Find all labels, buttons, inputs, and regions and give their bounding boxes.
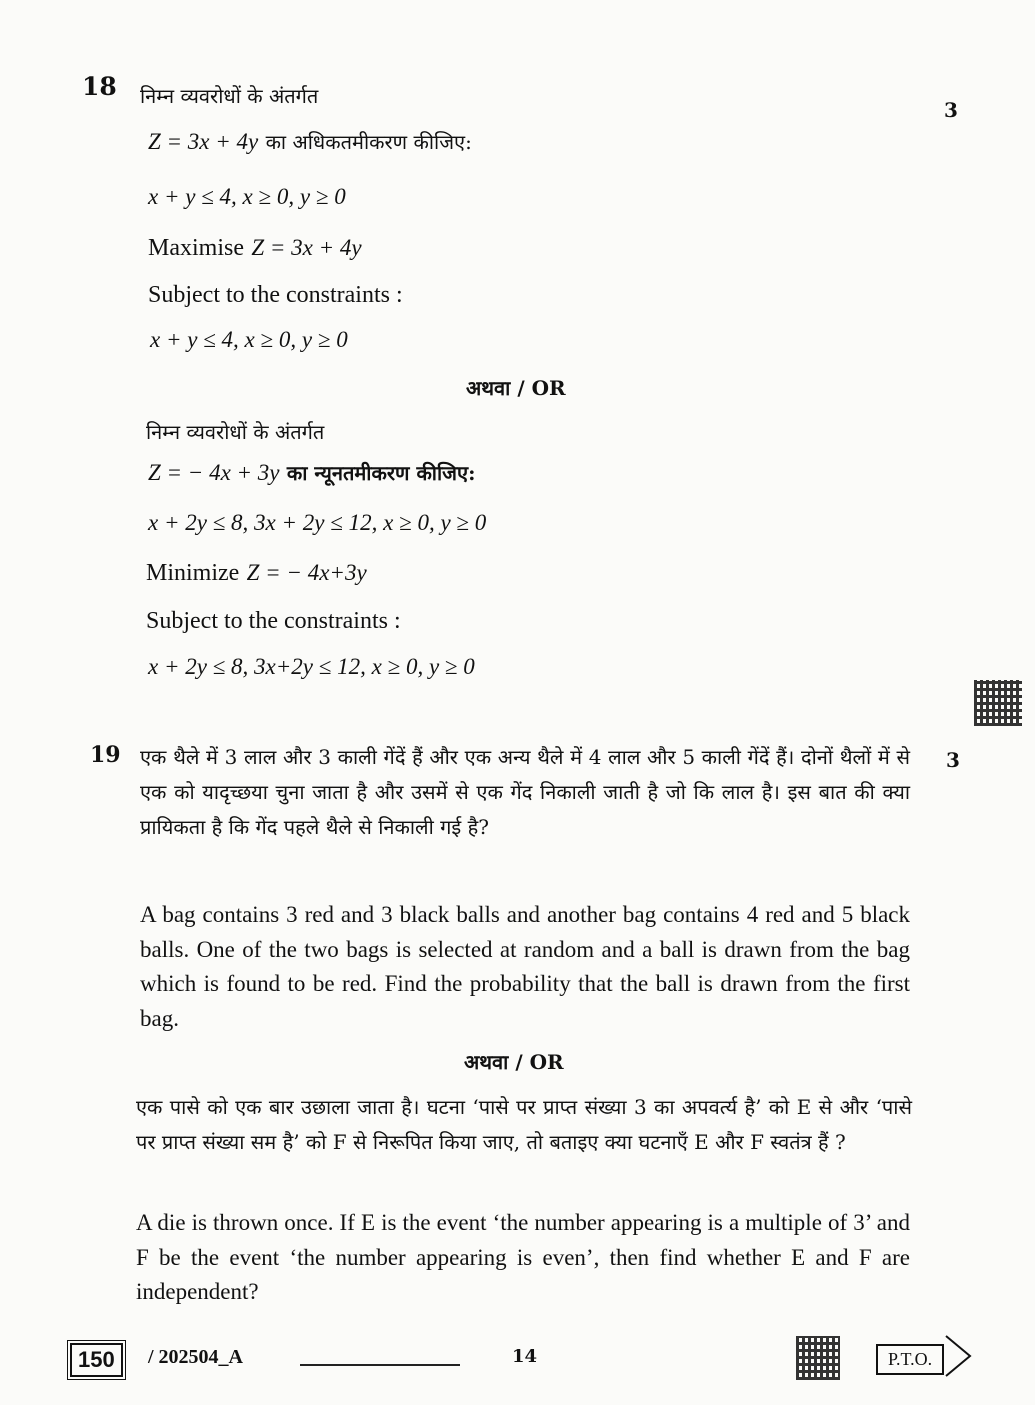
q18-hindi-objective-math: Z = 3x + 4y	[148, 129, 259, 154]
q18-alt-english-subject: Subject to the constraints :	[146, 608, 401, 634]
q18-english-objective	[148, 235, 362, 262]
q18-english-subject: Subject to the constraints :	[148, 282, 403, 308]
q18-hindi-objective	[148, 128, 472, 155]
q18-alt-english-objective	[146, 560, 367, 587]
marks-q18: 3	[944, 98, 958, 122]
q18-alt-hindi-objective-text: का न्यूनतमीकरण कीजिए:	[286, 461, 476, 485]
q18-or-label: अथवा / OR	[466, 376, 566, 400]
footer-barcode	[796, 1336, 840, 1380]
question-number-19: 19	[90, 742, 121, 768]
qr-code-right-margin	[974, 680, 1022, 726]
footer-rule	[300, 1364, 460, 1366]
footer-paper-code: / 202504_A	[148, 1346, 243, 1368]
q18-alt-english-constraints: x + 2y ≤ 8, 3x+2y ≤ 12, x ≥ 0, y ≥ 0	[148, 654, 475, 679]
q18-hindi-objective-text: का अधिकतमीकरण कीजिए:	[265, 130, 472, 154]
q18-minimize-label: Minimize	[146, 560, 240, 586]
q18-english-objective-math: Z = 3x + 4y	[251, 235, 362, 260]
footer-code-box: 150	[70, 1343, 123, 1377]
q19-english-question: A bag contains 3 red and 3 black balls and another bag contains 4 red and 5 black balls. One of the two bags is selected at random and a ball is drawn from the bag which is found to be red. Find the probability that the ball is drawn from the first bag.	[140, 902, 910, 1031]
q18-alt-hindi-objective	[148, 459, 475, 486]
q18-english-constraints: x + y ≤ 4, x ≥ 0, y ≥ 0	[150, 327, 348, 352]
q18-hindi-constraints: x + y ≤ 4, x ≥ 0, y ≥ 0	[148, 184, 346, 209]
q18-maximise-label: Maximise	[148, 235, 244, 261]
q18-alt-hindi-intro: निम्न व्यवरोधों के अंतर्गत	[146, 420, 325, 444]
marks-q19: 3	[946, 748, 960, 772]
question-number-18: 18	[82, 72, 117, 101]
q19-alt-english-question: A die is thrown once. If E is the event ‘the number appearing is a multiple of 3’ and F be the event ‘the number appearing is even’, then find whether E and F are independent?	[136, 1210, 910, 1304]
q19-or-label: अथवा / OR	[464, 1050, 564, 1074]
q18-alt-english-objective-math: Z = − 4x+3y	[246, 560, 367, 585]
footer-page-number: 14	[512, 1346, 538, 1367]
q19-alt-hindi-question: एक पासे को एक बार उछाला जाता है। घटना ‘पासे पर प्राप्त संख्या 3 का अपवर्त्य है’ को E से और ‘पासे पर प्राप्त संख्या सम है’ को F से निरूपित किया जाए, तो बताइए क्या घटनाएँ E और F स्वतंत्र हैं ?	[136, 1095, 912, 1154]
q19-hindi-question: एक थैले में 3 लाल और 3 काली गेंदें हैं और एक अन्य थैले में 4 लाल और 5 काली गेंदें हैं। दोनों थैलों में से एक को यादृच्छया चुना जाता है और उसमें से एक गेंद निकाली जाती है जो कि लाल है। इस बात की क्या प्रायिकता है कि गेंद पहले थैले से निकाली गई है?	[140, 745, 910, 839]
q18-alt-hindi-constraints: x + 2y ≤ 8, 3x + 2y ≤ 12, x ≥ 0, y ≥ 0	[148, 510, 487, 535]
q18-hindi-intro: निम्न व्यवरोधों के अंतर्गत	[140, 84, 319, 108]
footer-pto: P.T.O.	[876, 1344, 944, 1375]
pto-arrow-icon	[944, 1326, 974, 1386]
q18-alt-hindi-objective-math: Z = − 4x + 3y	[148, 460, 280, 485]
